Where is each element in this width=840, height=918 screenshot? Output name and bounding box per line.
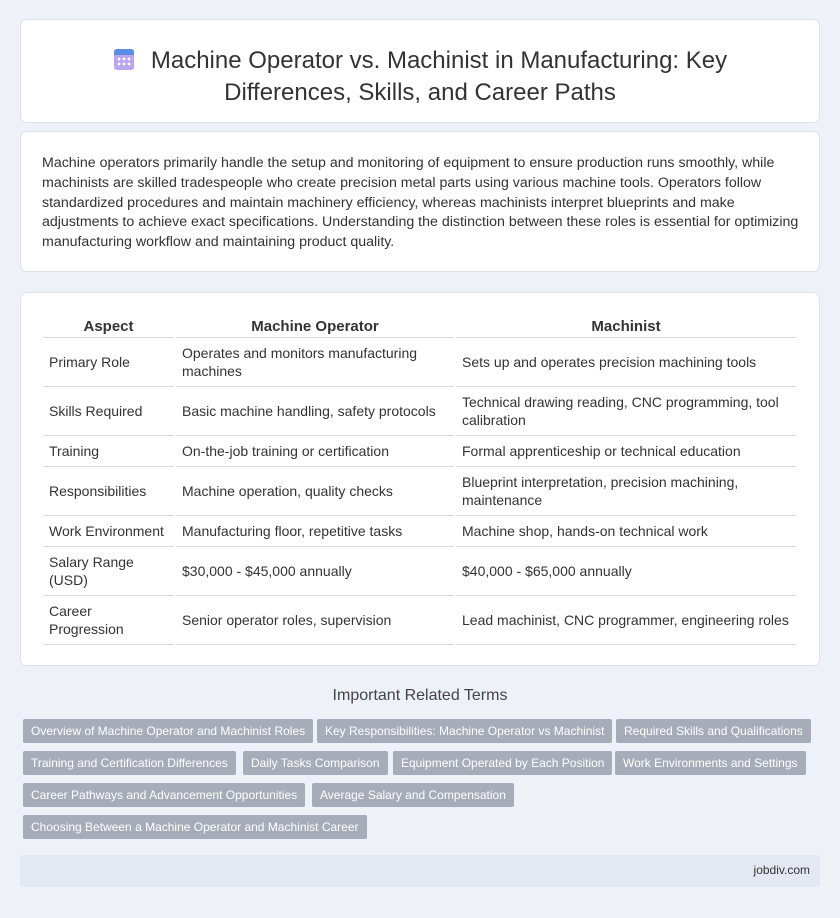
related-term-tag[interactable]: Overview of Machine Operator and Machinist Roles (23, 719, 313, 743)
header-aspect: Aspect (43, 315, 174, 338)
intro-paragraph: Machine operators primarily handle the setup and monitoring of equipment to ensure production runs smoothly, while machinists are skilled tradespeople who create precision metal parts using various machine tools. Operators follow standardized procedures and maintain machinery efficiency, whereas machinists interpret blueprints and make adjustments to achieve exact specifications. Understanding the distinction between these roles is essential for optimizing manufacturing workflow and maintaining product quality. (42, 155, 799, 251)
table-row (43, 547, 796, 596)
page-title (21, 46, 819, 107)
row-machinist-value: Sets up and operates precision machining tools (456, 338, 796, 387)
comparison-table-card (20, 292, 820, 666)
related-term-tag[interactable]: Daily Tasks Comparison (243, 751, 388, 775)
title-line-2: Differences, Skills, and Career Paths (224, 79, 616, 106)
row-aspect: Career Progression (43, 596, 174, 645)
row-aspect: Training (43, 436, 174, 467)
comparison-table (41, 315, 798, 645)
intro-card (20, 131, 820, 272)
table-row (43, 467, 796, 516)
row-machinist-value: Machine shop, hands-on technical work (456, 516, 796, 547)
row-operator-value: Machine operation, quality checks (176, 467, 454, 516)
row-machinist-value: Lead machinist, CNC programmer, engineering roles (456, 596, 796, 645)
related-term-tag[interactable]: Required Skills and Qualifications (616, 719, 811, 743)
related-term-tag[interactable]: Training and Certification Differences (23, 751, 236, 775)
row-aspect: Skills Required (43, 387, 174, 436)
row-operator-value: Basic machine handling, safety protocols (176, 387, 454, 436)
table-row (43, 516, 796, 547)
row-machinist-value: Technical drawing reading, CNC programming, tool calibration (456, 387, 796, 436)
related-terms-title: Important Related Terms (332, 687, 508, 704)
related-term-tag[interactable]: Key Responsibilities: Machine Operator vs Machinist (317, 719, 612, 743)
row-operator-value: On-the-job training or certification (176, 436, 454, 467)
title-line-1: Machine Operator vs. Machinist in Manufacturing: Key (150, 47, 728, 74)
table-header-row (43, 315, 796, 338)
row-machinist-value: Formal apprenticeship or technical education (456, 436, 796, 467)
row-operator-value: Manufacturing floor, repetitive tasks (176, 516, 454, 547)
table-row (43, 338, 796, 387)
table-row (43, 387, 796, 436)
related-term-tag[interactable]: Choosing Between a Machine Operator and Machinist Career (23, 815, 367, 839)
header-card (20, 19, 820, 123)
row-aspect: Work Environment (43, 516, 174, 547)
row-aspect: Salary Range (USD) (43, 547, 174, 596)
table-row (43, 436, 796, 467)
related-term-tag[interactable]: Equipment Operated by Each Position (393, 751, 612, 775)
calendar-grid-icon (113, 47, 135, 78)
footer-bar (20, 855, 820, 887)
related-term-tag[interactable]: Average Salary and Compensation (312, 783, 514, 807)
row-machinist-value: Blueprint interpretation, precision machining, maintenance (456, 467, 796, 516)
row-aspect: Primary Role (43, 338, 174, 387)
related-term-tag[interactable]: Career Pathways and Advancement Opportunities (23, 783, 305, 807)
row-aspect: Responsibilities (43, 467, 174, 516)
header-machine-operator: Machine Operator (176, 315, 454, 338)
row-operator-value: Operates and monitors manufacturing machines (176, 338, 454, 387)
related-term-tag[interactable]: Work Environments and Settings (615, 751, 806, 775)
header-machinist: Machinist (456, 315, 796, 338)
row-machinist-value: $40,000 - $65,000 annually (456, 547, 796, 596)
table-row (43, 596, 796, 645)
footer-site-link[interactable]: jobdiv.com (753, 863, 810, 877)
row-operator-value: Senior operator roles, supervision (176, 596, 454, 645)
row-operator-value: $30,000 - $45,000 annually (176, 547, 454, 596)
